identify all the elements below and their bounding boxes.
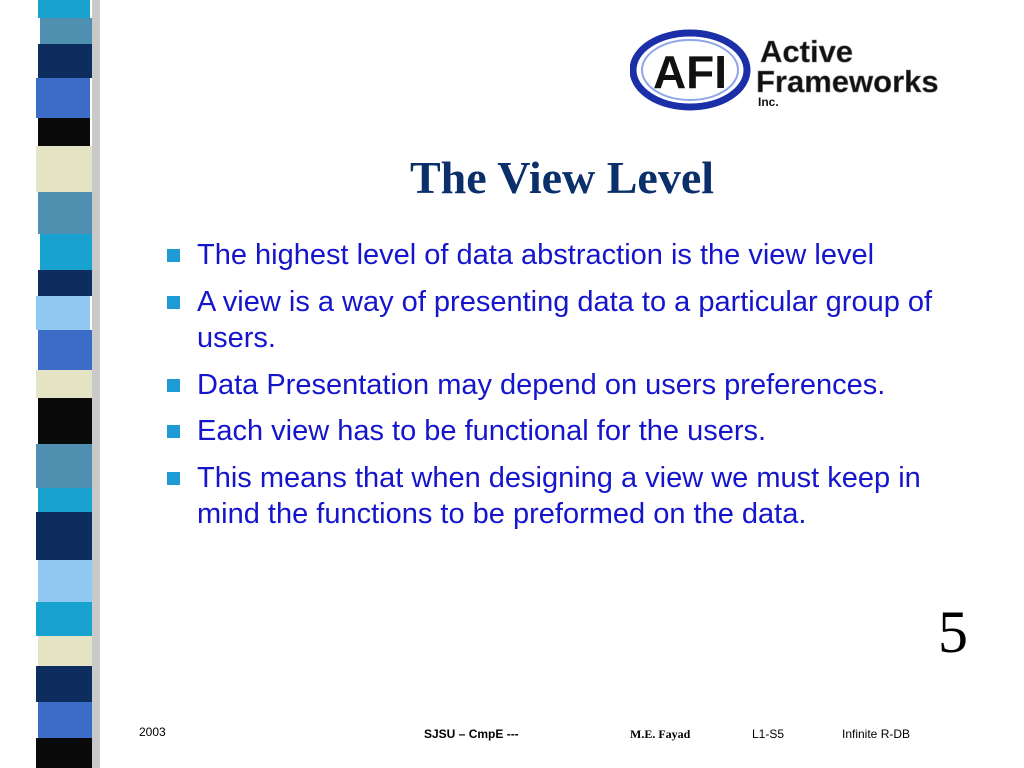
- square-bullet-icon: [167, 379, 180, 392]
- strip-block: [38, 330, 92, 370]
- bullet-text: This means that when designing a view we must keep in mind the functions to be preformed on the data.: [197, 461, 921, 530]
- strip-block: [36, 78, 90, 118]
- footer-author: M.E. Fayad: [630, 727, 691, 741]
- bullet-text: Data Presentation may depend on users preferences.: [197, 368, 886, 401]
- bullet-item: [165, 367, 935, 404]
- strip-block: [38, 0, 90, 18]
- strip-block: [36, 738, 92, 768]
- strip-block: [36, 370, 92, 398]
- strip-block: [38, 270, 94, 296]
- bullet-item: [165, 413, 935, 450]
- square-bullet-icon: [167, 425, 180, 438]
- logo-monogram: AFI: [652, 46, 728, 98]
- logo-word-active: Active: [760, 34, 854, 69]
- active-frameworks-logo: [630, 28, 992, 112]
- strip-block: [38, 44, 92, 78]
- logo-word-inc: Inc.: [758, 95, 779, 109]
- strip-block: [36, 512, 94, 560]
- bullet-item: [165, 284, 935, 357]
- bullet-text: Each view has to be functional for the users.: [197, 415, 767, 447]
- square-bullet-icon: [167, 249, 180, 262]
- footer-course: Infinite R-DB: [842, 727, 911, 741]
- strip-block: [40, 18, 92, 44]
- bullet-text: A view is a way of presenting data to a particular group of users.: [197, 285, 933, 354]
- strip-block: [38, 192, 92, 234]
- strip-block: [38, 702, 92, 738]
- strip-block: [38, 560, 94, 602]
- page-number: 5: [938, 599, 968, 665]
- bullet-item: [165, 237, 935, 274]
- slide-title: The View Level: [409, 152, 715, 203]
- strip-block: [36, 666, 92, 702]
- square-bullet-icon: [167, 296, 180, 309]
- strip-block: [36, 146, 92, 192]
- strip-block: [38, 118, 90, 146]
- decorative-side-strip: [0, 0, 115, 768]
- footer-year: 2003: [139, 725, 166, 739]
- strip-block: [40, 234, 92, 270]
- bullet-text: The highest level of data abstraction is the view level: [197, 239, 875, 271]
- strip-shadow: [92, 0, 100, 768]
- strip-block: [36, 296, 90, 330]
- bullet-list: [165, 237, 935, 543]
- footer-slide-id: L1-S5: [752, 727, 785, 741]
- strip-block: [38, 636, 92, 666]
- strip-block: [38, 398, 96, 444]
- strip-block: [38, 488, 94, 512]
- strip-block: [36, 444, 92, 488]
- strip-block: [36, 602, 94, 636]
- footer-institution: SJSU – CmpE ---: [424, 727, 519, 741]
- bullet-item: [165, 460, 935, 533]
- logo-word-frameworks: Frameworks: [756, 64, 939, 99]
- square-bullet-icon: [167, 472, 180, 485]
